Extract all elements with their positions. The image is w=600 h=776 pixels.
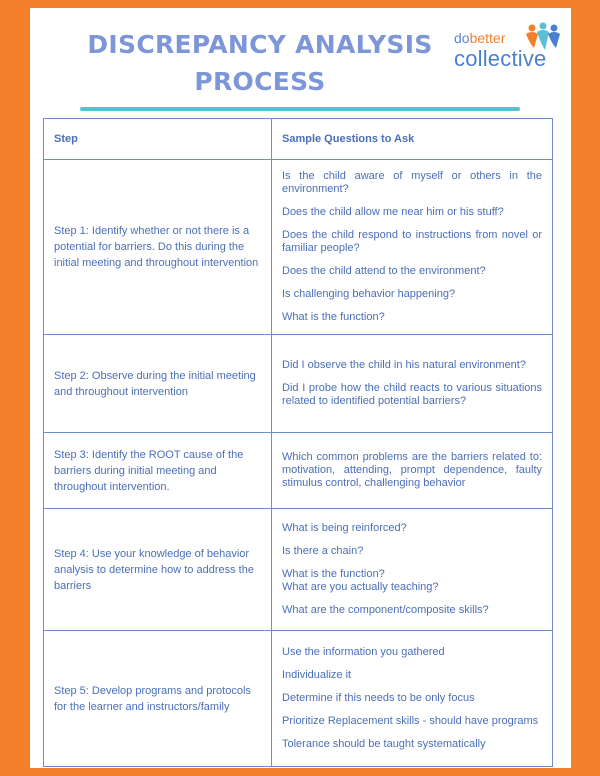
question-item: What is being reinforced? <box>282 522 407 534</box>
step-cell: Step 2: Observe during the initial meeting and throughout intervention <box>44 335 272 433</box>
document-page <box>30 8 571 768</box>
table-row <box>44 509 553 631</box>
question-item: Which common problems are the barriers related to: motivation, attending, prompt dependence, faulty stimulus control, challenging behavior <box>282 451 542 489</box>
title-line-1: DISCREPANCY ANALYSIS <box>87 30 433 59</box>
question-item: Individualize it <box>282 669 352 681</box>
question-item: Prioritize Replacement skills - should have programs <box>282 715 539 727</box>
logo-bottom-text: collective <box>454 46 547 71</box>
step-cell: Step 4: Use your knowledge of behavior analysis to determine how to address the barriers <box>44 509 272 631</box>
people-icon <box>522 22 564 52</box>
title-divider <box>80 107 520 111</box>
step-cell: Step 3: Identify the ROOT cause of the barriers during initial meeting and throughout intervention. <box>44 433 272 509</box>
table-row <box>44 631 553 767</box>
title-line-2: PROCESS <box>194 67 326 96</box>
header-questions: Sample Questions to Ask <box>272 119 553 160</box>
header-step: Step <box>44 119 272 160</box>
question-item: What are the component/composite skills? <box>282 604 489 616</box>
question-item: What is the function? <box>282 568 385 580</box>
question-item: Is there a chain? <box>282 545 364 557</box>
question-item: Does the child attend to the environment? <box>282 265 486 277</box>
questions-cell <box>272 509 553 631</box>
discrepancy-table <box>43 118 553 767</box>
question-item: Did I probe how the child reacts to various situations related to identified potential barriers? <box>282 382 542 407</box>
step-cell: Step 1: Identify whether or not there is a potential for barriers. Do this during the initial meeting and throughout intervention <box>44 160 272 335</box>
dobetter-collective-logo <box>454 20 564 80</box>
table-header-row <box>44 119 553 160</box>
question-item: Did I observe the child in his natural environment? <box>282 359 526 371</box>
step-cell: Step 5: Develop programs and protocols for the learner and instructors/family <box>44 631 272 767</box>
question-item: Does the child respond to instructions from novel or familiar people? <box>282 229 542 254</box>
logo-top-text: dobetter <box>454 30 506 46</box>
table-row <box>44 335 553 433</box>
table-row <box>44 433 553 509</box>
questions-cell <box>272 433 553 509</box>
question-item: What is the function? <box>282 311 385 323</box>
page-title <box>30 26 490 100</box>
question-item: Use the information you gathered <box>282 646 445 658</box>
questions-cell <box>272 335 553 433</box>
questions-cell <box>272 160 553 335</box>
question-item: Does the child allow me near him or his stuff? <box>282 206 504 218</box>
question-item: Is challenging behavior happening? <box>282 288 456 300</box>
questions-cell <box>272 631 553 767</box>
table-row <box>44 160 553 335</box>
question-item: Determine if this needs to be only focus <box>282 692 475 704</box>
question-item: Tolerance should be taught systematically <box>282 738 486 750</box>
question-item: What are you actually teaching? <box>282 581 439 593</box>
question-item: Is the child aware of myself or others in the environment? <box>282 170 542 195</box>
